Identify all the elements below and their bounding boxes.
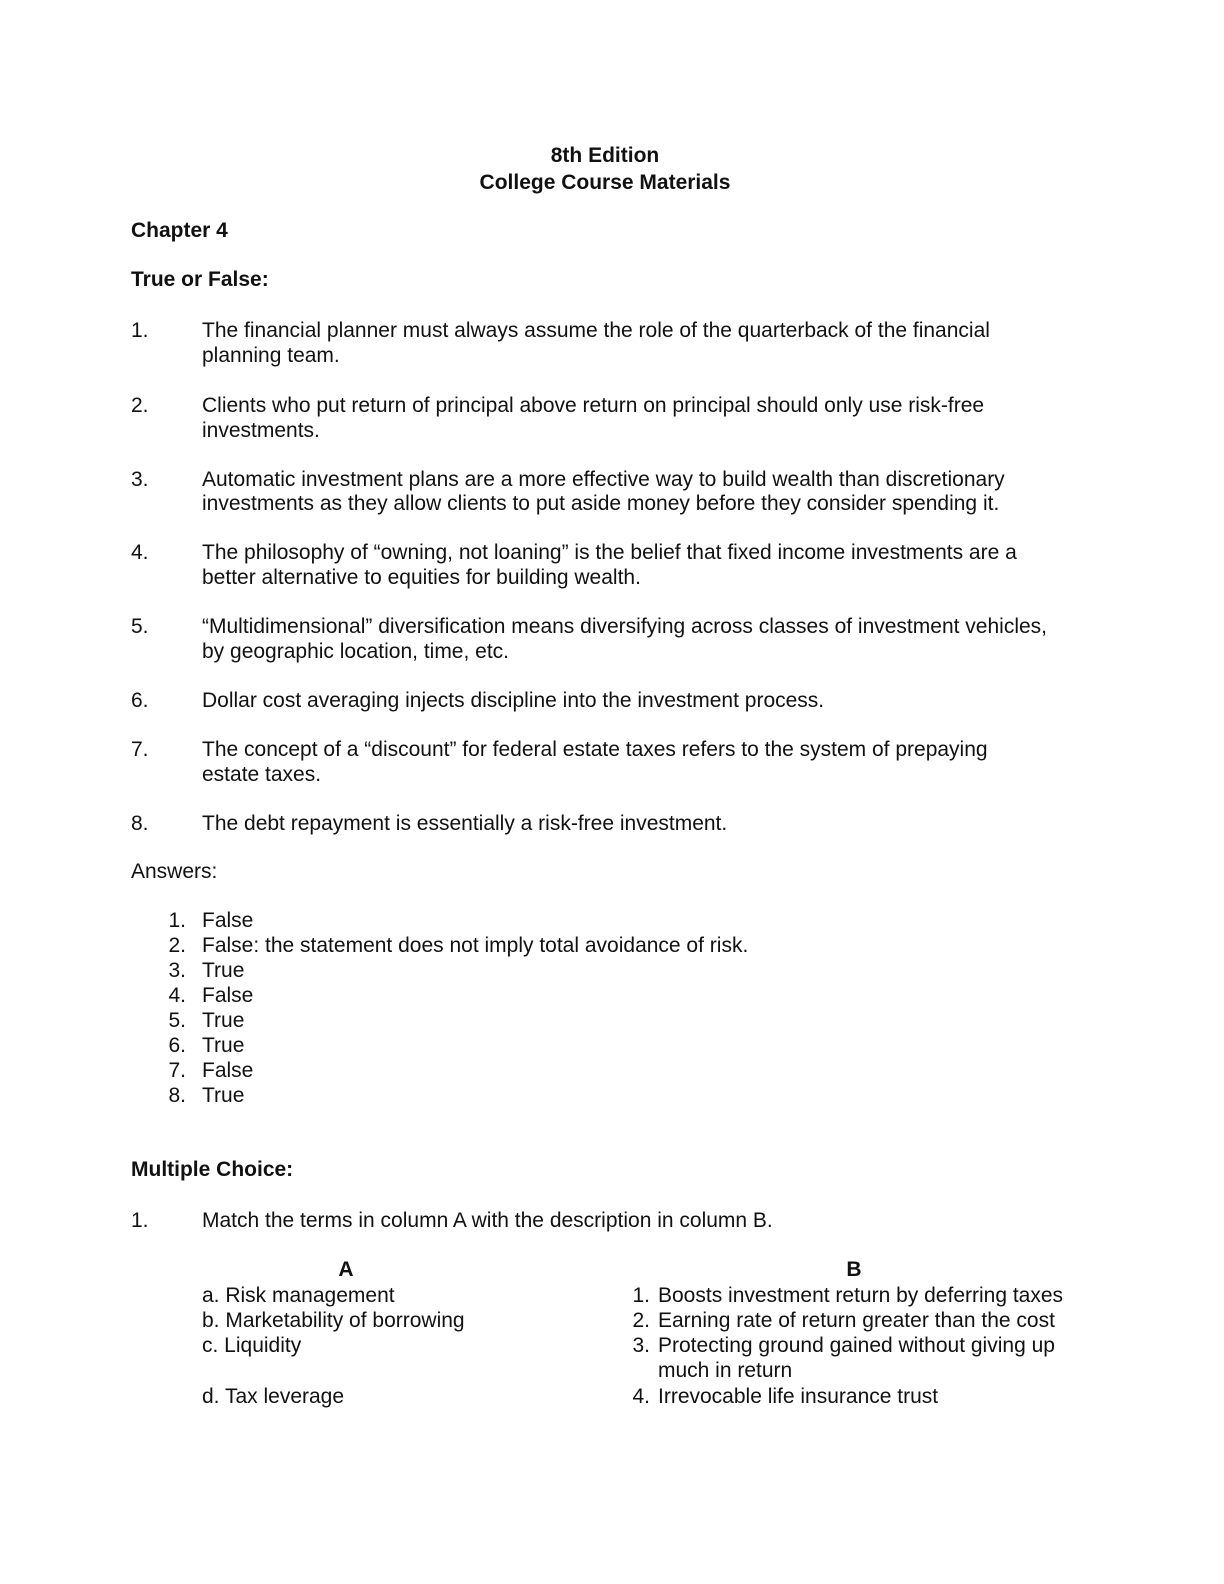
question-text-line: Match the terms in column A with the description in column B. (202, 1209, 773, 1232)
question-number: 5. (131, 615, 149, 638)
answer-text: True (202, 1084, 245, 1107)
column-b-number: 3. (632, 1334, 650, 1357)
question-number: 1. (131, 319, 149, 342)
answer-number: 1. (168, 909, 186, 932)
column-b-description: Protecting ground gained without giving up (658, 1334, 1055, 1357)
answers-label: Answers: (131, 860, 218, 883)
answer-number: 3. (168, 959, 186, 982)
question-text-line: The debt repayment is essentially a risk-free investment. (202, 812, 728, 835)
column-b-header: B (846, 1258, 862, 1281)
question-number: 6. (131, 689, 149, 712)
answer-text: True (202, 1034, 245, 1057)
column-b-description: Boosts investment return by deferring taxes (658, 1284, 1064, 1307)
question-number: 8. (131, 812, 149, 835)
answer-number: 4. (168, 984, 186, 1007)
column-b-number: 4. (632, 1385, 650, 1408)
question-text-line: better alternative to equities for building wealth. (202, 566, 641, 589)
question-number: 2. (131, 394, 149, 417)
column-a-term: c. Liquidity (202, 1334, 302, 1357)
answer-text: True (202, 1009, 245, 1032)
column-a-header: A (338, 1258, 354, 1281)
question-text-line: Dollar cost averaging injects discipline into the investment process. (202, 689, 825, 712)
question-number: 3. (131, 468, 149, 491)
question-text-line: “Multidimensional” diversification means diversifying across classes of investment vehicles, (202, 615, 1047, 638)
answer-number: 8. (168, 1084, 186, 1107)
question-number: 7. (131, 738, 149, 761)
answer-text: False (202, 984, 254, 1007)
column-b-number: 1. (632, 1284, 650, 1307)
answer-number: 7. (168, 1059, 186, 1082)
question-text-line: estate taxes. (202, 763, 322, 786)
column-a-term: d. Tax leverage (202, 1385, 345, 1408)
question-text-line: Automatic investment plans are a more effective way to build wealth than discretionary (202, 468, 1005, 491)
question-text-line: The concept of a “discount” for federal estate taxes refers to the system of prepaying (202, 738, 988, 761)
answer-text: False (202, 909, 254, 932)
multiple-choice-heading: Multiple Choice: (131, 1158, 294, 1181)
question-text-line: Clients who put return of principal above return on principal should only use risk-free (202, 394, 985, 417)
question-text-line: by geographic location, time, etc. (202, 640, 510, 663)
chapter-heading: Chapter 4 (131, 219, 228, 242)
question-text-line: investments. (202, 419, 320, 442)
column-a-term: b. Marketability of borrowing (202, 1309, 465, 1332)
question-number: 4. (131, 541, 149, 564)
document-subtitle: College Course Materials (479, 171, 731, 194)
answer-number: 5. (168, 1009, 186, 1032)
column-b-number: 2. (632, 1309, 650, 1332)
answer-text: True (202, 959, 245, 982)
question-text-line: The philosophy of “owning, not loaning” is the belief that fixed income investments are a (202, 541, 1017, 564)
column-a-term: a. Risk management (202, 1284, 395, 1307)
question-number: 1. (131, 1209, 149, 1232)
question-text-line: investments as they allow clients to put aside money before they consider spending it. (202, 492, 1000, 515)
true-false-heading: True or False: (131, 268, 269, 291)
column-b-description: Earning rate of return greater than the cost (658, 1309, 1055, 1332)
edition-title: 8th Edition (550, 144, 660, 167)
question-text-line: planning team. (202, 344, 340, 367)
question-text-line: The financial planner must always assume the role of the quarterback of the financial (202, 319, 990, 342)
answer-text: False (202, 1059, 254, 1082)
answer-number: 2. (168, 934, 186, 957)
column-b-description: much in return (658, 1359, 793, 1382)
column-b-description: Irrevocable life insurance trust (658, 1385, 939, 1408)
answer-number: 6. (168, 1034, 186, 1057)
answer-text: False: the statement does not imply total avoidance of risk. (202, 934, 749, 957)
